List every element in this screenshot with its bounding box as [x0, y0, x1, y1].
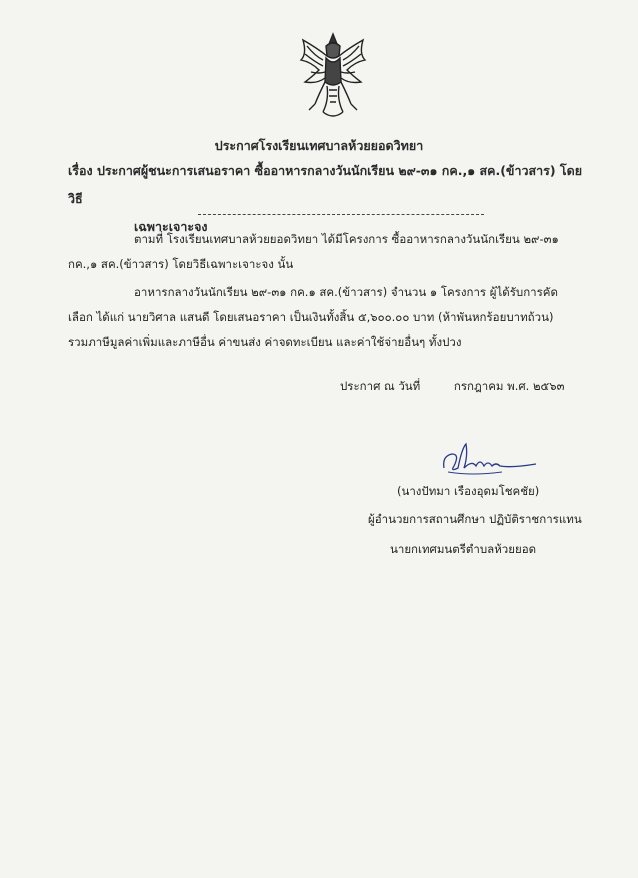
subject-line-2: เฉพาะเจาะจง	[134, 219, 208, 234]
signer-position: ผู้อำนวยการสถานศึกษา ปฏิบัติราชการแทน	[368, 512, 582, 526]
garuda-emblem-icon	[293, 30, 373, 126]
signer-name: (นางปัทมา เรืองอุดมโชคชัย)	[397, 484, 540, 498]
signer-authority: นายกเทศมนตรีตำบลห้วยยอด	[390, 542, 537, 556]
announced-label: ประกาศ ณ วันที่	[340, 379, 421, 393]
paragraph-award: อาหารกลางวันนักเรียน ๒๙-๓๑ กค.๑ สค.(ข้าวสาร) จำนวน ๑ โครงการ ผู้ได้รับการคัดเลือก ได้แก่ นายวิศาล แสนดี โดยเสนอราคา เป็นเงินทั้งสิ้น ๕,๖๐๐.๐๐ บาท (ห้าพันหกร้อยบาทถ้วน) รวมภาษีมูลค่าเพิ่มและภาษีอื่น ค่าขนส่ง ค่าจดทะเบียน และค่าใช้จ่ายอื่นๆ ทั้งปวง	[68, 285, 558, 349]
announcement-title: ประกาศโรงเรียนเทศบาลห้วยยอดวิทยา	[214, 138, 424, 153]
divider-line	[198, 214, 484, 215]
handwritten-signature	[432, 438, 542, 482]
subject-line-1: เรื่อง ประกาศผู้ชนะการเสนอราคา ซื้ออาหารกลางวันนักเรียน ๒๙-๓๑ กค.,๑ สค.(ข้าวสาร) โดยวิธี	[68, 163, 583, 206]
announced-date-value: กรกฎาคม พ.ศ. ๒๕๖๓	[453, 379, 565, 393]
announcement-date	[340, 378, 600, 396]
paragraph-intro: ตามที่ โรงเรียนเทศบาลห้วยยอดวิทยา ได้มีโครงการ ซื้ออาหารกลางวันนักเรียน ๒๙-๓๑ กค.,๑ สค.(ข้าวสาร) โดยวิธีเฉพาะเจาะจง นั้น	[68, 232, 559, 271]
